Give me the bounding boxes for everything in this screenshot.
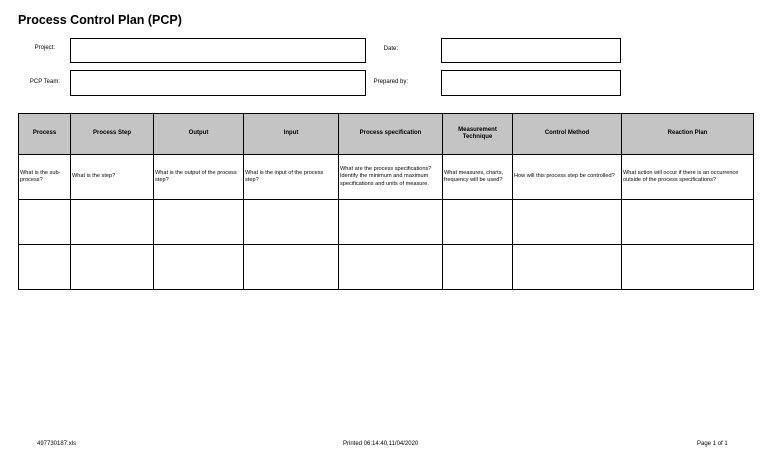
table-cell[interactable] [513, 245, 622, 290]
header-measurement-technique: Measurement Technique [443, 114, 513, 155]
header-reaction-plan: Reaction Plan [622, 114, 754, 155]
table-cell[interactable]: What are the process specifications? Identify the minimum and maximum specifications and units of measure. [339, 155, 443, 200]
table-cell[interactable] [443, 245, 513, 290]
header-output: Output [154, 114, 244, 155]
table-cell[interactable] [71, 200, 154, 245]
table-cell[interactable]: What is the step? [71, 155, 154, 200]
table-cell[interactable]: What is the input of the process step? [244, 155, 339, 200]
table-row [19, 155, 754, 200]
project-label: Project: [34, 45, 55, 51]
header-input: Input [244, 114, 339, 155]
footer-printed-timestamp: Printed 06:14:40,11/04/2020 [343, 441, 419, 447]
project-field[interactable] [70, 38, 366, 63]
table-cell[interactable]: What is the output of the process step? [154, 155, 244, 200]
table-header-row [19, 114, 754, 155]
header-process: Process [19, 114, 71, 155]
pcp-team-field[interactable] [70, 70, 366, 96]
table-row [19, 245, 754, 290]
table-cell[interactable] [154, 245, 244, 290]
table-cell[interactable] [622, 200, 754, 245]
table-cell[interactable] [244, 245, 339, 290]
table-cell[interactable]: What action will occur if there is an occurrence outside of the process specifications? [622, 155, 754, 200]
control-plan-table [18, 113, 754, 290]
table-cell[interactable] [244, 200, 339, 245]
table-cell[interactable] [339, 245, 443, 290]
table-cell[interactable] [513, 200, 622, 245]
date-field[interactable] [441, 38, 621, 63]
page-title: Process Control Plan (PCP) [18, 13, 182, 27]
table-cell[interactable]: What is the sub-process? [19, 155, 71, 200]
date-label: Date: [383, 46, 398, 52]
table-cell[interactable] [443, 200, 513, 245]
header-control-method: Control Method [513, 114, 622, 155]
table-cell[interactable] [154, 200, 244, 245]
pcp-team-label: PCP Team: [29, 79, 60, 85]
table-cell[interactable] [622, 245, 754, 290]
table-cell[interactable]: What measures, charts, frequency will be used? [443, 155, 513, 200]
table-cell[interactable] [19, 200, 71, 245]
table-cell[interactable] [71, 245, 154, 290]
footer-page-number: Page 1 of 1 [697, 441, 728, 447]
header-process-step: Process Step [71, 114, 154, 155]
prepared-by-field[interactable] [441, 70, 621, 96]
table-row [19, 200, 754, 245]
header-process-specification: Process specification [339, 114, 443, 155]
footer-filename: 497730187.xls [37, 441, 77, 447]
table-cell[interactable] [339, 200, 443, 245]
table-cell[interactable]: How will this process step be controlled? [513, 155, 622, 200]
prepared-by-label: Prepared by: [373, 79, 408, 85]
table-cell[interactable] [19, 245, 71, 290]
